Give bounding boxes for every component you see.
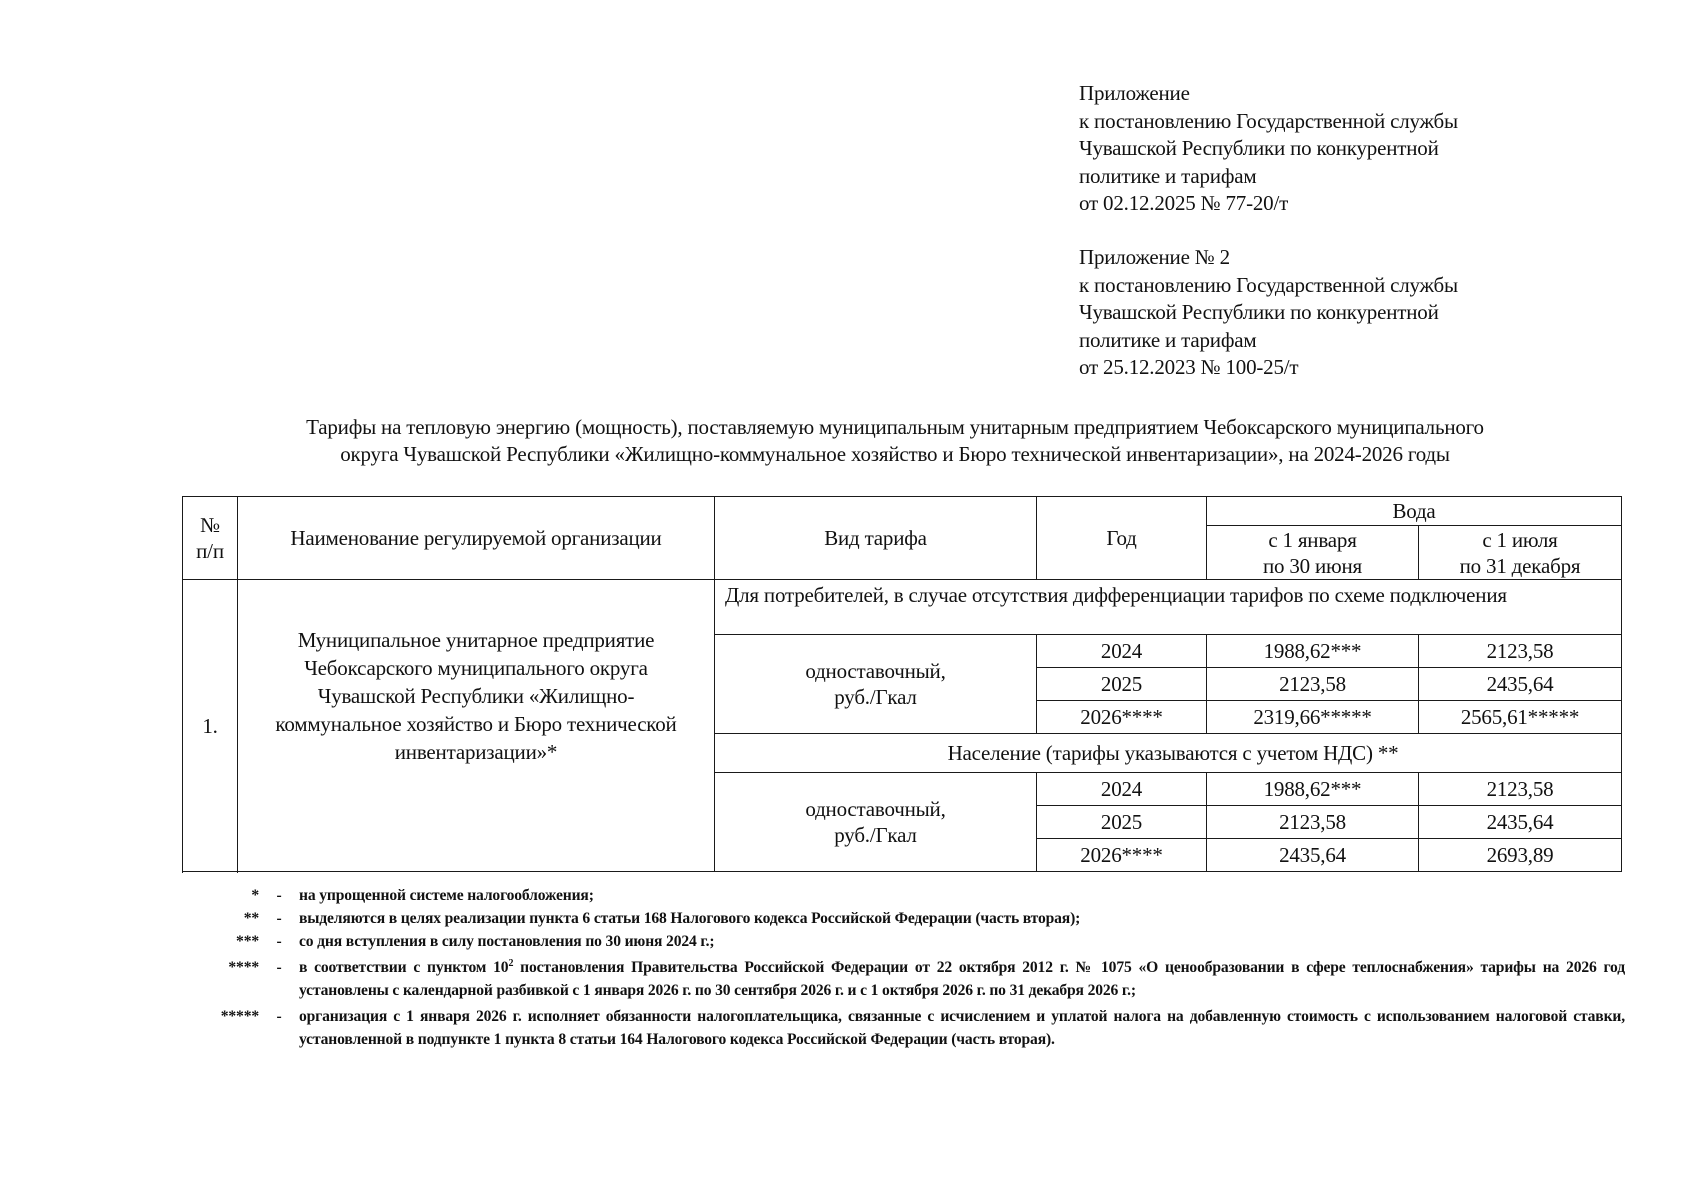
footnote-mark: **** [228,959,259,976]
appendix-current-header [1079,80,1639,218]
footnotes [195,884,1625,1051]
tariff-type [715,773,1037,872]
header-org: Наименование регулируемой организации [238,497,715,580]
footnote-dash: - [276,887,282,904]
appendix-line: к постановлению Государственной службы [1079,272,1458,297]
tariff-type [715,635,1037,734]
tariff-type-line: руб./Гкал [834,823,917,847]
tariff-table [182,496,1622,872]
footnote-superscript: 2 [508,957,514,969]
value-cell: 2319,66***** [1207,701,1419,734]
org-name-text: Муниципальное унитарное предприятие Чебоксарского муниципального округа Чувашской Республики «Жилищно-коммунальное хозяйство и Бюро технической инвентаризации»* [275,627,677,764]
value-cell: 1988,62*** [1207,773,1419,806]
footnote-mark: ***** [220,1008,259,1025]
header-period-line: по 31 декабря [1459,553,1581,578]
group-title: Население (тарифы указываются с учетом НДС) ** [715,734,1622,773]
appendix-line: от 25.12.2023 № 100-25/т [1079,355,1299,379]
header-num [183,497,238,580]
value-cell: 2435,64 [1207,839,1419,872]
document-title [150,414,1640,468]
footnote-dash: - [276,910,282,927]
value-cell: 2565,61***** [1419,701,1622,734]
appendix-line: Приложение № 2 [1079,245,1230,269]
value-cell: 2123,58 [1419,635,1622,668]
footnote-mark: * [251,887,259,904]
footnote-dash: - [276,1008,282,1025]
header-num-line: № [200,513,220,537]
tariff-type-line: руб./Гкал [834,685,917,709]
appendix-line: Приложение [1079,81,1190,105]
title-line-2: округа Чувашской Республики «Жилищно-коммунальное хозяйство и Бюро технической инвентаризации», на 2024-2026 годы [340,442,1450,466]
year-cell: 2025 [1037,806,1207,839]
group-title-row [183,580,1622,635]
year-cell: 2026**** [1037,839,1207,872]
header-period-1 [1207,526,1419,580]
group-title: Для потребителей, в случае отсутствия дифференциации тарифов по схеме подключения [715,580,1622,635]
value-cell: 2123,58 [1207,668,1419,701]
value-cell: 2123,58 [1207,806,1419,839]
year-cell: 2026**** [1037,701,1207,734]
footnote-text: со дня вступления в силу постановления по 30 июня 2024 г.; [299,933,715,950]
title-line-1: Тарифы на тепловую энергию (мощность), поставляемую муниципальным унитарным предприятием Чебоксарского муниципального [306,415,1484,439]
footnote-text: организация с 1 января 2026 г. исполняет обязанности налогоплательщика, связанные с исчислением и уплатой налога на добавленную стоимость с использованием налоговой ставки, установленной в подпункте 1 пункта 8 статьи 164 Налогового кодекса Российской Федерации (часть вторая). [299,1008,1625,1048]
year-cell: 2025 [1037,668,1207,701]
header-period-line: с 1 января [1268,527,1357,552]
value-cell: 2435,64 [1419,668,1622,701]
footnote-mark: *** [236,933,259,950]
footnote-dash: - [276,959,282,976]
tariff-type-line: одноставочный, [805,659,946,683]
header-year: Год [1037,497,1207,580]
footnote-text-part: постановления Правительства Российской Федерации от 22 октября 2012 г. № 1075 «О ценообразовании в сфере теплоснабжения» тарифы на 2026 год установлены с календарной разбивкой с 1 января 2026 г. по 30 сентября 2026 г. и с 1 октября 2026 г. по 31 декабря 2026 г.; [299,959,1625,999]
value-cell: 2123,58 [1419,773,1622,806]
appendix-line: Чувашской Республики по конкурентной [1079,300,1439,324]
header-period-line: с 1 июля [1482,527,1558,552]
tariff-type-line: одноставочный, [805,797,946,821]
appendix-line: Чувашской Республики по конкурентной [1079,136,1439,160]
appendix-line: политике и тарифам [1079,327,1257,352]
footnote [195,1005,1625,1051]
header-tariff-type: Вид тарифа [715,497,1037,580]
footnote-text: выделяются в целях реализации пункта 6 статьи 168 Налогового кодекса Российской Федерации (часть вторая); [299,910,1081,927]
footnote [195,907,1625,930]
appendix-line: к постановлению Государственной службы [1079,108,1458,133]
value-cell: 2435,64 [1419,806,1622,839]
header-water: Вода [1207,497,1622,526]
footnote [195,956,1625,1002]
footnote-text [299,956,1625,1002]
footnote-text: на упрощенной системе налогообложения; [299,887,594,904]
value-cell: 1988,62*** [1207,635,1419,668]
appendix-original-header [1079,244,1639,382]
footnote [195,884,1625,907]
header-num-line: п/п [196,539,224,563]
header-period-2 [1419,526,1622,580]
footnote-mark: ** [243,910,259,927]
year-cell: 2024 [1037,635,1207,668]
footnote-text-part: в соответствии с пунктом 10 [299,959,509,976]
year-cell: 2024 [1037,773,1207,806]
org-name [238,580,715,872]
header-period-line: по 30 июня [1262,553,1363,578]
value-cell: 2693,89 [1419,839,1622,872]
appendix-line: политике и тарифам [1079,163,1257,188]
footnote-dash: - [276,933,282,950]
header-row [183,497,1622,526]
footnote [195,930,1625,953]
appendix-line: от 02.12.2025 № 77-20/т [1079,191,1289,215]
row-number: 1. [183,580,238,872]
